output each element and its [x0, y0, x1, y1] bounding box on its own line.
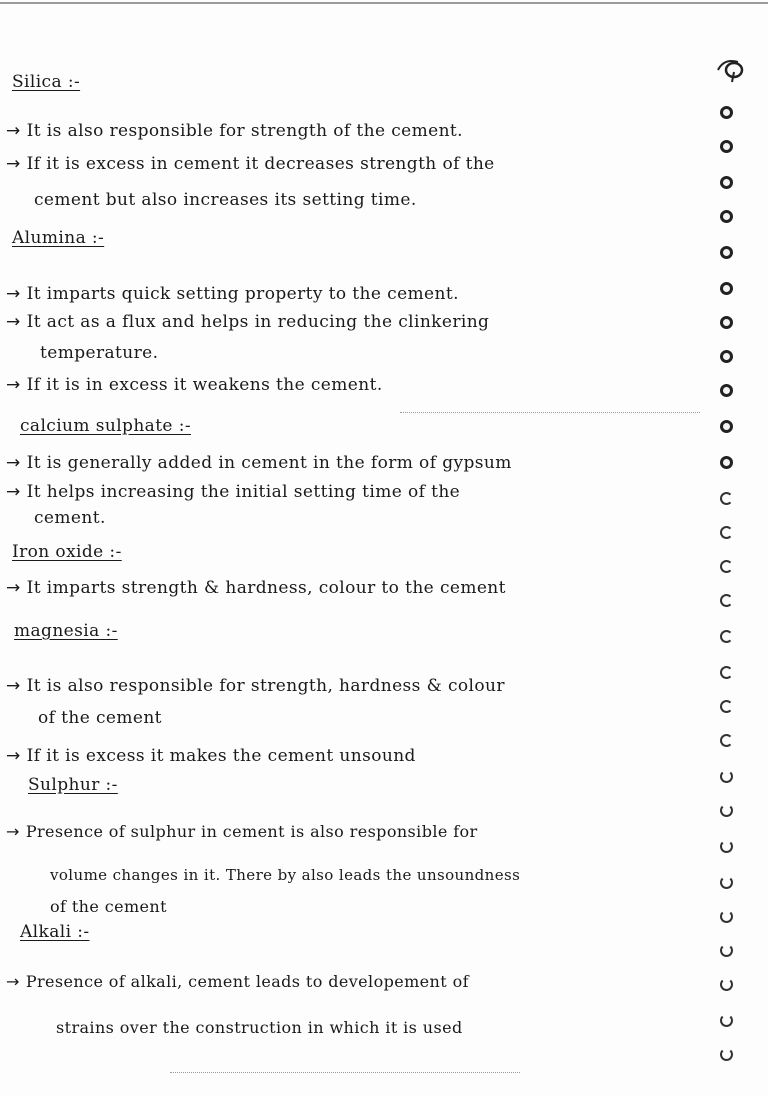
section-heading-calcium-sulphate: calcium sulphate :-: [20, 416, 191, 436]
binding-hole: [720, 734, 733, 747]
binding-hole: [720, 666, 733, 679]
binding-hole: [720, 246, 733, 259]
section-heading-alkali: Alkali :-: [20, 922, 90, 942]
binding-hole: [720, 910, 733, 923]
binding-hole: [720, 282, 733, 295]
binding-hole: [720, 560, 733, 573]
magnesia-point-1-cont: of the cement: [38, 708, 162, 728]
binding-hole: [720, 316, 733, 329]
binding-hole: [720, 700, 733, 713]
section-heading-magnesia: magnesia :-: [14, 621, 118, 641]
binding-hole: [720, 420, 733, 433]
binding-hole: [720, 1048, 733, 1061]
alumina-point-2-cont: temperature.: [40, 343, 159, 363]
sulphur-point-1-cont-2: of the cement: [50, 897, 167, 916]
binding-hole: [720, 804, 733, 817]
sulphur-point-1-cont: volume changes in it. There by also leads the unsoundness: [50, 866, 521, 884]
calcium-sulphate-point-1: → It is generally added in cement in the form of gypsum: [6, 453, 512, 473]
binding-hole: [720, 456, 733, 469]
binding-hole: [720, 1014, 733, 1027]
binding-hole: [720, 594, 733, 607]
alumina-point-1: → It imparts quick setting property to the cement.: [6, 284, 459, 304]
spiral-binding-holes: [706, 58, 746, 1078]
alumina-point-3: → If it is in excess it weakens the cement.: [6, 375, 383, 395]
calcium-sulphate-point-2: → It helps increasing the initial setting time of the: [6, 482, 461, 502]
sulphur-point-1: → Presence of sulphur in cement is also responsible for: [6, 822, 478, 841]
iron-oxide-point-1: → It imparts strength & hardness, colour to the cement: [6, 578, 506, 598]
magnesia-point-1: → It is also responsible for strength, hardness & colour: [6, 676, 505, 696]
binding-hole: [720, 106, 733, 119]
section-heading-alumina: Alumina :-: [12, 228, 105, 248]
binding-hole: [720, 526, 733, 539]
binding-hole: [720, 384, 733, 397]
binding-hole: [720, 876, 733, 889]
binding-hole: [720, 350, 733, 363]
section-heading-iron-oxide: Iron oxide :-: [12, 542, 122, 562]
binding-hole: [720, 140, 733, 153]
calcium-sulphate-point-2-cont: cement.: [34, 508, 106, 528]
binding-hole: [720, 944, 733, 957]
binding-hole: [720, 176, 733, 189]
binding-hole: [720, 630, 733, 643]
binding-hole: [720, 210, 733, 223]
binding-hole: [720, 770, 733, 783]
page-top-edge: [0, 2, 768, 4]
silica-point-1: → It is also responsible for strength of the cement.: [6, 121, 463, 141]
bottom-dotted-rule: [170, 1072, 520, 1074]
binding-hole: [720, 840, 733, 853]
alumina-point-2: → It act as a flux and helps in reducing the clinkering: [6, 312, 490, 332]
binding-hole: [720, 492, 733, 505]
section-heading-silica: Silica :-: [12, 72, 81, 92]
section-heading-sulphur: Sulphur :-: [28, 775, 118, 795]
silica-point-2-cont: cement but also increases its setting time.: [34, 190, 417, 210]
magnesia-point-2: → If it is excess it makes the cement unsound: [6, 746, 416, 766]
alkali-point-1: → Presence of alkali, cement leads to developement of: [6, 972, 469, 991]
binding-hole: [720, 978, 733, 991]
dotted-rule: [400, 412, 700, 414]
alkali-point-1-cont: strains over the construction in which it is used: [56, 1018, 463, 1037]
silica-point-2: → If it is excess in cement it decreases strength of the: [6, 154, 495, 174]
